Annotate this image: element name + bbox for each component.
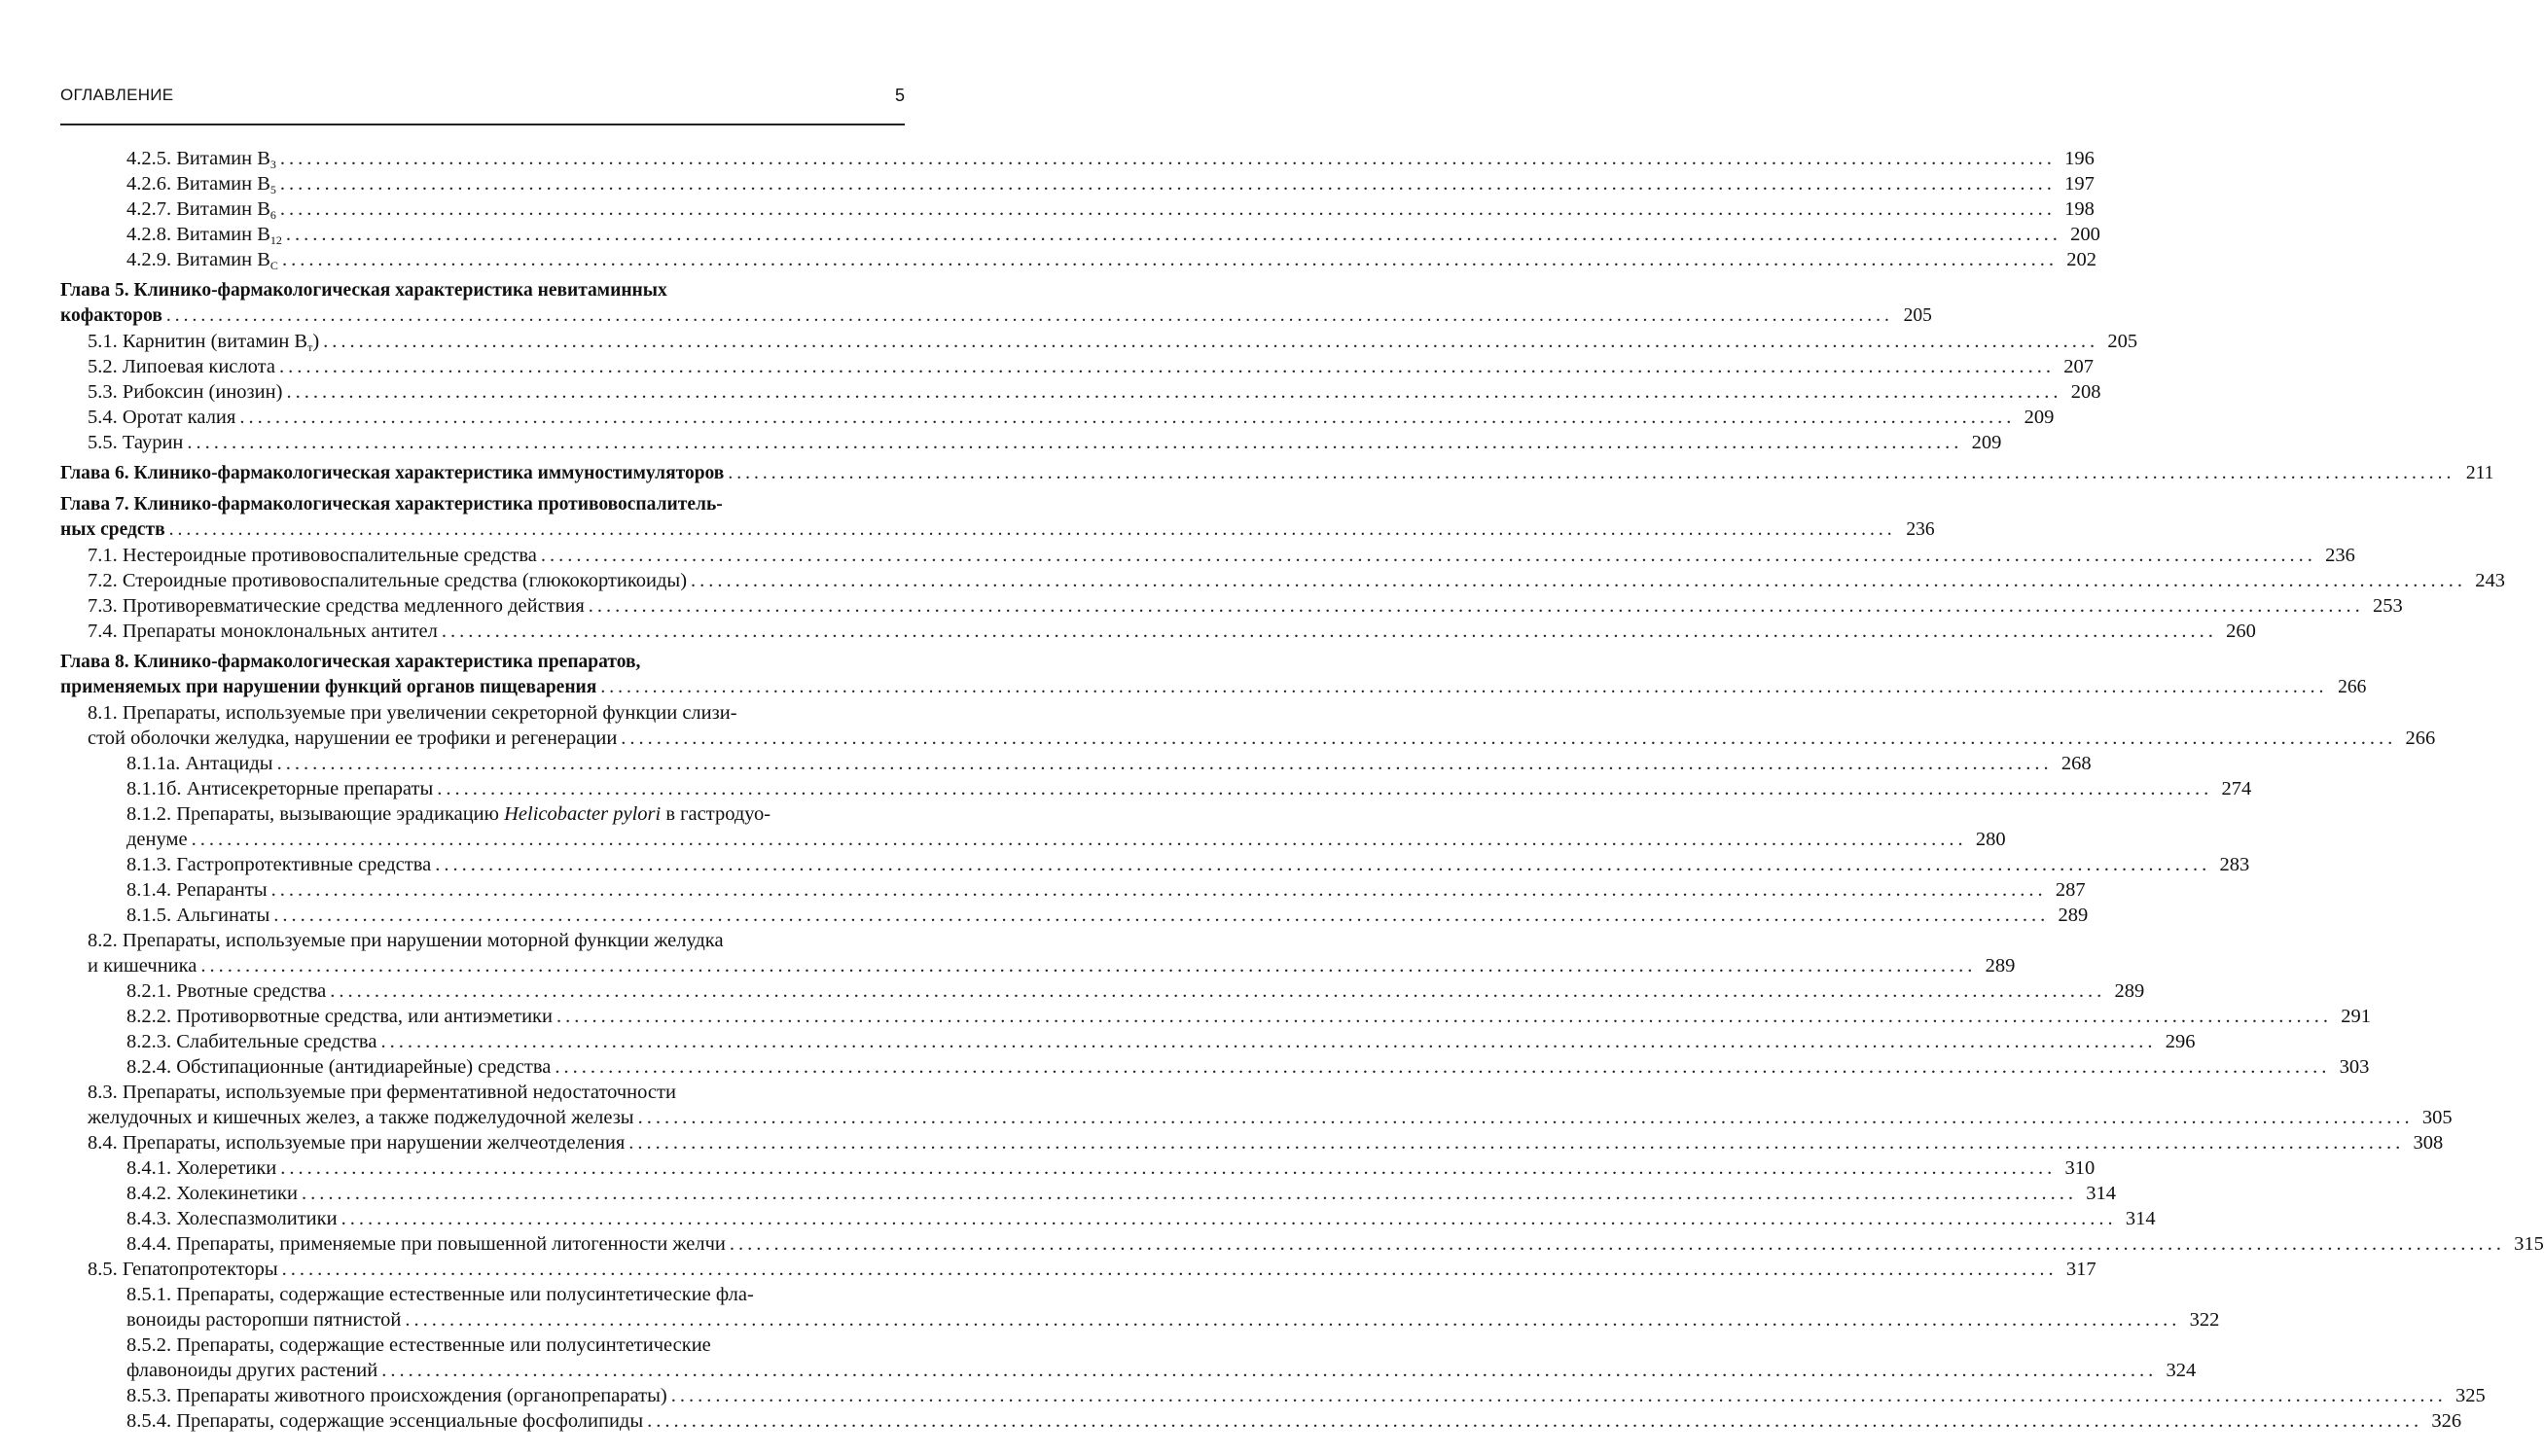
toc-entry-title: Глава 6. Клинико-фармакологическая характеристика иммуностимуляторов — [60, 463, 725, 483]
toc-entry-text — [126, 1054, 551, 1080]
toc-entry — [60, 1383, 2486, 1408]
toc-leader-dots: ........................................................................................................................................................................................................ — [555, 1006, 2332, 1027]
toc-page-number: 209 — [2024, 407, 2055, 428]
toc-entry-tail: в гастродуо- — [661, 803, 771, 825]
toc-entry-title: 8.1.1б. Антисекреторные препараты — [126, 778, 434, 799]
toc-entry-title: кофакторов — [60, 305, 162, 326]
toc-entry-title: 8.4.4. Препараты, применяемые при повышенной литогенности желчи — [126, 1233, 726, 1255]
toc-leader-dots: ........................................................................................................................................................................................................ — [588, 595, 2364, 617]
toc-entry-title: воноиды расторопши пятнистой — [126, 1309, 402, 1331]
toc-entry-title: 5.1. Карнитин (витамин В — [88, 331, 308, 352]
toc-entry-text — [88, 619, 438, 644]
toc-page-number: 314 — [2125, 1208, 2156, 1229]
toc-page-number: 303 — [2339, 1056, 2370, 1078]
toc-leader-dots: ........................................................................................................................................................................................................ — [728, 463, 2455, 483]
toc-entry-title: 8.2.1. Рвотные средства — [126, 980, 327, 1002]
toc-leader-dots: ........................................................................................................................................................................................................ — [540, 545, 2316, 566]
toc-entry-text — [88, 430, 183, 455]
toc-entry-title: Глава 5. Клинико-фармакологическая характеристика невитаминных — [60, 280, 667, 301]
toc-entry — [60, 171, 2095, 196]
toc-page-number: 268 — [2060, 753, 2092, 774]
toc-entry-text — [88, 543, 537, 568]
toc-entry-text — [60, 675, 596, 700]
toc-entry-text — [126, 776, 433, 801]
toc-page-number: 308 — [2413, 1132, 2444, 1154]
toc-entry — [60, 1004, 2371, 1029]
toc-page-number: 205 — [1903, 305, 1932, 326]
toc-entry-text — [126, 852, 431, 877]
toc-entry-text — [88, 593, 585, 619]
toc-entry — [60, 1130, 2444, 1155]
toc-entry — [60, 1332, 905, 1358]
toc-leader-dots: ........................................................................................................................................................................................................ — [555, 1056, 2331, 1078]
toc-entry-text — [88, 726, 617, 751]
toc-entry — [60, 543, 2355, 568]
toc-entry — [60, 852, 2250, 877]
toc-page-number: 197 — [2064, 173, 2095, 195]
toc-entry — [60, 303, 1932, 329]
toc-entry-title: 8.4.3. Холеспазмолитики — [126, 1208, 338, 1229]
toc-page-number: 260 — [2226, 621, 2256, 642]
toc-entry-text — [88, 1105, 634, 1130]
toc-entry-title: 8.1.3. Гастропротективные средства — [126, 854, 432, 875]
toc-page-number: 243 — [2475, 570, 2506, 591]
toc-entry — [60, 1080, 905, 1105]
toc-page-number: 315 — [2514, 1233, 2544, 1255]
toc-entry — [60, 1181, 2116, 1206]
toc-entry — [60, 430, 2002, 455]
toc-entry-text — [88, 379, 282, 405]
toc-entry — [60, 650, 905, 675]
toc-entry-text — [126, 247, 278, 278]
toc-page-number: 236 — [2325, 545, 2355, 566]
toc-page-number: 289 — [2058, 905, 2089, 926]
toc-entry-text — [60, 461, 724, 486]
toc-entry-text — [88, 700, 737, 726]
toc-page-number: 198 — [2064, 198, 2095, 220]
toc-entry-title: 8.4. Препараты, используемые при нарушении желчеотделения — [88, 1132, 626, 1154]
toc-entry-title: ных средств — [60, 519, 165, 540]
toc-entry — [60, 1257, 2096, 1282]
toc-entry-title: применяемых при нарушении функций органов пищеварения — [60, 677, 597, 697]
toc-entry — [60, 379, 2101, 405]
toc-leader-dots: ........................................................................................................................................................................................................ — [276, 753, 2053, 774]
toc-entry — [60, 354, 2094, 379]
toc-entry-title: 4.2.9. Витамин В — [126, 249, 270, 270]
toc-entry-text — [126, 1231, 726, 1257]
header-rule — [60, 124, 905, 125]
toc-leader-dots: ........................................................................................................................................................................................................ — [323, 331, 2099, 352]
toc-leader-dots: ........................................................................................................................................................................................................ — [285, 224, 2061, 245]
toc-page-number: 314 — [2086, 1183, 2116, 1204]
toc-entry — [60, 801, 905, 827]
toc-entry-title: 8.4.1. Холеретики — [126, 1157, 277, 1179]
toc-leader-dots: ........................................................................................................................................................................................................ — [200, 955, 1977, 977]
toc-page-number: 205 — [2107, 331, 2138, 352]
toc-entry — [60, 700, 905, 726]
toc-entry-text — [126, 978, 326, 1004]
toc-entry — [60, 1282, 905, 1307]
toc-entry-title: 4.2.6. Витамин В — [126, 173, 270, 195]
toc-entry-title: 8.1.2. Препараты, вызывающие эрадикацию — [126, 803, 505, 825]
toc-entry — [60, 405, 2055, 430]
toc-entry-text — [88, 953, 197, 978]
toc-entry — [60, 928, 905, 953]
toc-leader-dots: ........................................................................................................................................................................................................ — [380, 1031, 2157, 1052]
toc-entry-text — [88, 1257, 278, 1282]
toc-page-number: 208 — [2070, 381, 2101, 403]
toc-entry-text — [126, 827, 188, 852]
toc-entry-text — [60, 303, 162, 329]
toc-entry-text — [60, 517, 165, 543]
toc-entry-title: 8.5.4. Препараты, содержащие эссенциальные фосфолипиды — [126, 1410, 644, 1432]
toc-leader-dots: ........................................................................................................................................................................................................ — [191, 829, 1967, 850]
toc-leader-dots: ........................................................................................................................................................................................................ — [278, 356, 2055, 377]
toc-entry-text — [126, 1358, 377, 1383]
toc-entry-title: 8.5. Гепатопротекторы — [88, 1259, 278, 1280]
toc-leader-dots: ........................................................................................................................................................................................................ — [279, 148, 2056, 169]
toc-entry — [60, 1358, 2197, 1383]
toc-entry-title: 8.1.4. Репаранты — [126, 879, 268, 901]
toc-entry-text — [60, 650, 640, 675]
toc-entry — [60, 461, 2494, 486]
toc-page-number: 196 — [2064, 148, 2095, 169]
toc-leader-dots: ........................................................................................................................................................................................................ — [270, 879, 2047, 901]
toc-entry-title: 4.2.7. Витамин В — [126, 198, 270, 220]
toc-entry-text — [88, 568, 687, 593]
toc-entry-text — [88, 928, 724, 953]
toc-entry-text — [126, 1332, 711, 1358]
toc-entry-text — [126, 801, 770, 827]
toc-entry — [60, 1155, 2096, 1181]
toc-leader-dots: ........................................................................................................................................................................................................ — [637, 1107, 2414, 1128]
toc-leader-dots: ........................................................................................................................................................................................................ — [286, 381, 2062, 403]
toc-leader-dots: ........................................................................................................................................................................................................ — [280, 1157, 2057, 1179]
toc-leader-dots: ........................................................................................................................................................................................................ — [628, 1132, 2405, 1154]
running-header — [60, 84, 905, 111]
toc-entry — [60, 146, 2095, 171]
toc-entry-tail: ) — [312, 331, 320, 352]
toc-leader-dots: ........................................................................................................................................................................................................ — [281, 249, 2058, 270]
toc-entry — [60, 827, 2006, 852]
toc-entry-title: желудочных и кишечных желез, а также поджелудочной железы — [88, 1107, 634, 1128]
toc-entry-title: 8.1.5. Альгинаты — [126, 905, 270, 926]
toc-leader-dots: ........................................................................................................................................................................................................ — [168, 519, 1896, 540]
toc-page-number: 317 — [2065, 1259, 2096, 1280]
toc-entry — [60, 675, 2367, 700]
toc-leader-dots: ........................................................................................................................................................................................................ — [340, 1208, 2117, 1229]
toc-page-number: 324 — [2166, 1360, 2197, 1381]
toc-entry-title: флавоноиды других растений — [126, 1360, 378, 1381]
toc-page-number: 207 — [2063, 356, 2094, 377]
toc-page-number: 274 — [2221, 778, 2252, 799]
toc-entry — [60, 1231, 2544, 1257]
toc-entry — [60, 1307, 2220, 1332]
toc-page-number: 209 — [1971, 432, 2002, 453]
toc-entry — [60, 517, 1935, 543]
toc-leader-dots: ........................................................................................................................................................................................................ — [281, 1259, 2058, 1280]
toc-entry-title: 7.1. Нестероидные противовоспалительные средства — [88, 545, 537, 566]
toc-leader-dots: ........................................................................................................................................................................................................ — [437, 778, 2213, 799]
toc-entry-title: 5.5. Таурин — [88, 432, 184, 453]
toc-entry-text — [126, 1282, 754, 1307]
toc-entry — [60, 1206, 2156, 1231]
toc-page-number: 266 — [2338, 677, 2367, 697]
toc-entry — [60, 492, 905, 517]
toc-leader-dots: ........................................................................................................................................................................................................ — [441, 621, 2217, 642]
toc-page-number: 287 — [2055, 879, 2086, 901]
toc-entry — [60, 877, 2086, 903]
toc-leader-dots: ........................................................................................................................................................................................................ — [165, 305, 1893, 326]
toc-page-number: 236 — [1906, 519, 1935, 540]
toc-entry — [60, 329, 2138, 354]
toc-entry — [60, 726, 2436, 751]
toc-page-number: 202 — [2066, 249, 2096, 270]
toc-entry — [60, 776, 2252, 801]
toc-entry-text — [126, 1408, 643, 1434]
toc-entry — [60, 1054, 2370, 1080]
page-number: 5 — [894, 86, 905, 105]
toc-entry-subscript: 12 — [269, 233, 282, 247]
toc-entry-text — [88, 1130, 625, 1155]
toc-entry-text — [60, 492, 723, 517]
toc-entry-title: денуме — [126, 829, 188, 850]
toc-entry-title: 5.2. Липоевая кислота — [88, 356, 275, 377]
toc-entry-title: 8.2. Препараты, используемые при нарушении моторной функции желудка — [88, 930, 724, 951]
toc-leader-dots: ........................................................................................................................................................................................................ — [279, 198, 2056, 220]
toc-entry-title: 5.4. Оротат калия — [88, 407, 236, 428]
toc-leader-dots: ........................................................................................................................................................................................................ — [273, 905, 2050, 926]
toc-entry-title: 8.5.1. Препараты, содержащие естественные или полусинтетические фла- — [126, 1284, 754, 1305]
toc-leader-dots: ........................................................................................................................................................................................................ — [691, 570, 2467, 591]
toc-page-number: 266 — [2405, 728, 2436, 749]
toc-page-number: 296 — [2165, 1031, 2196, 1052]
toc-leader-dots: ........................................................................................................................................................................................................ — [670, 1385, 2447, 1406]
toc-entry — [60, 278, 905, 303]
running-header-title: ОГЛАВЛЕНИЕ — [60, 86, 174, 104]
toc-entry — [60, 619, 2256, 644]
toc-entry — [60, 1105, 2453, 1130]
toc-entry-text — [126, 1004, 553, 1029]
toc-entry-title: 4.2.8. Витамин В — [126, 224, 270, 245]
toc-page-number: 291 — [2341, 1006, 2371, 1027]
toc-entry — [60, 751, 2092, 776]
toc-entry-text — [60, 278, 667, 303]
toc-page-number: 200 — [2070, 224, 2100, 245]
toc-entry-title: Глава 7. Клинико-фармакологическая характеристика противовоспалитель- — [60, 494, 723, 515]
toc-page-number: 253 — [2373, 595, 2403, 617]
toc-entry-title: и кишечника — [88, 955, 197, 977]
toc-entry-text — [126, 1155, 276, 1181]
toc-entry — [60, 903, 2089, 928]
toc-leader-dots: ........................................................................................................................................................................................................ — [279, 173, 2056, 195]
toc-entry-title: 7.2. Стероидные противовоспалительные средства (глюкокортикоиды) — [88, 570, 688, 591]
toc-entry-text — [88, 405, 235, 430]
toc-leader-dots: ........................................................................................................................................................................................................ — [435, 854, 2211, 875]
toc-entry-title: Глава 8. Клинико-фармакологическая характеристика препаратов, — [60, 652, 641, 672]
toc-leader-dots: ........................................................................................................................................................................................................ — [301, 1183, 2077, 1204]
toc-leader-dots: ........................................................................................................................................................................................................ — [405, 1309, 2181, 1331]
toc-leader-dots: ........................................................................................................................................................................................................ — [647, 1410, 2423, 1432]
toc-page-number: 280 — [1975, 829, 2006, 850]
toc-entry-text — [126, 903, 269, 928]
toc-leader-dots: ........................................................................................................................................................................................................ — [621, 728, 2397, 749]
toc-leader-dots: ........................................................................................................................................................................................................ — [187, 432, 1963, 453]
toc-entry-title: 8.2.2. Противорвотные средства, или антиэметики — [126, 1006, 553, 1027]
toc-entry-title: стой оболочки желудка, нарушении ее трофики и регенерации — [88, 728, 618, 749]
toc-entry — [60, 953, 2016, 978]
toc-entry-title: 8.1.1а. Антациды — [126, 753, 273, 774]
toc-leader-dots: ........................................................................................................................................................................................................ — [381, 1360, 2158, 1381]
toc-entry-title: 8.2.4. Обстипационные (антидиарейные) средства — [126, 1056, 552, 1078]
toc-entry-text — [126, 751, 273, 776]
toc-entry-title: 7.3. Противоревматические средства медленного действия — [88, 595, 585, 617]
toc-entry-subscript: 6 — [269, 208, 276, 222]
toc-entry-title: 8.4.2. Холекинетики — [126, 1183, 298, 1204]
toc-page-number: 325 — [2455, 1385, 2486, 1406]
toc-leader-dots: ........................................................................................................................................................................................................ — [330, 980, 2106, 1002]
toc-entry-text — [126, 1307, 401, 1332]
toc-entry — [60, 222, 2100, 247]
table-of-contents — [60, 146, 2544, 1434]
toc-page-number: 211 — [2465, 463, 2494, 483]
toc-entry-title: 8.1. Препараты, используемые при увеличении секреторной функции слизи- — [88, 702, 737, 724]
toc-leader-dots: ........................................................................................................................................................................................................ — [239, 407, 2016, 428]
toc-entry-subscript: 5 — [269, 183, 276, 196]
toc-leader-dots: ........................................................................................................................................................................................................ — [600, 677, 2328, 697]
toc-entry-title: 5.3. Рибоксин (инозин) — [88, 381, 283, 403]
toc-entry-italic: Helicobacter pylori — [504, 803, 662, 825]
toc-page-number: 289 — [2114, 980, 2145, 1002]
toc-entry-text — [126, 1029, 376, 1054]
toc-entry-title: 8.5.3. Препараты животного происхождения (органопрепараты) — [126, 1385, 667, 1406]
toc-entry-title: 8.5.2. Препараты, содержащие естественные или полусинтетические — [126, 1334, 711, 1356]
toc-entry-text — [88, 354, 275, 379]
toc-entry — [60, 978, 2145, 1004]
toc-entry-text — [126, 877, 268, 903]
toc-page-number: 289 — [1985, 955, 2016, 977]
toc-entry — [60, 1029, 2196, 1054]
toc-page-number: 283 — [2219, 854, 2250, 875]
toc-entry-text — [88, 1080, 676, 1105]
toc-entry — [60, 1408, 2462, 1434]
toc-entry — [60, 593, 2403, 619]
toc-entry-text — [126, 1206, 338, 1231]
toc-page-number: 322 — [2189, 1309, 2220, 1331]
toc-entry-title: 7.4. Препараты моноклональных антител — [88, 621, 438, 642]
toc-entry — [60, 196, 2095, 222]
toc-page-number: 326 — [2431, 1410, 2462, 1432]
toc-entry — [60, 568, 2506, 593]
toc-page-number: 310 — [2064, 1157, 2096, 1179]
toc-entry-subscript: 3 — [269, 158, 276, 171]
toc-entry-text — [126, 1181, 298, 1206]
toc-entry-title: 8.2.3. Слабительные средства — [126, 1031, 377, 1052]
toc-entry-subscript: т — [307, 340, 313, 354]
toc-leader-dots: ........................................................................................................................................................................................................ — [729, 1233, 2505, 1255]
toc-entry-title: 8.3. Препараты, используемые при ферментативной недостаточности — [88, 1082, 676, 1103]
toc-entry — [60, 247, 2096, 272]
toc-entry-text — [126, 1383, 667, 1408]
toc-entry-title: 4.2.5. Витамин В — [126, 148, 270, 169]
toc-entry-subscript: С — [269, 259, 278, 272]
toc-page-number: 305 — [2421, 1107, 2453, 1128]
